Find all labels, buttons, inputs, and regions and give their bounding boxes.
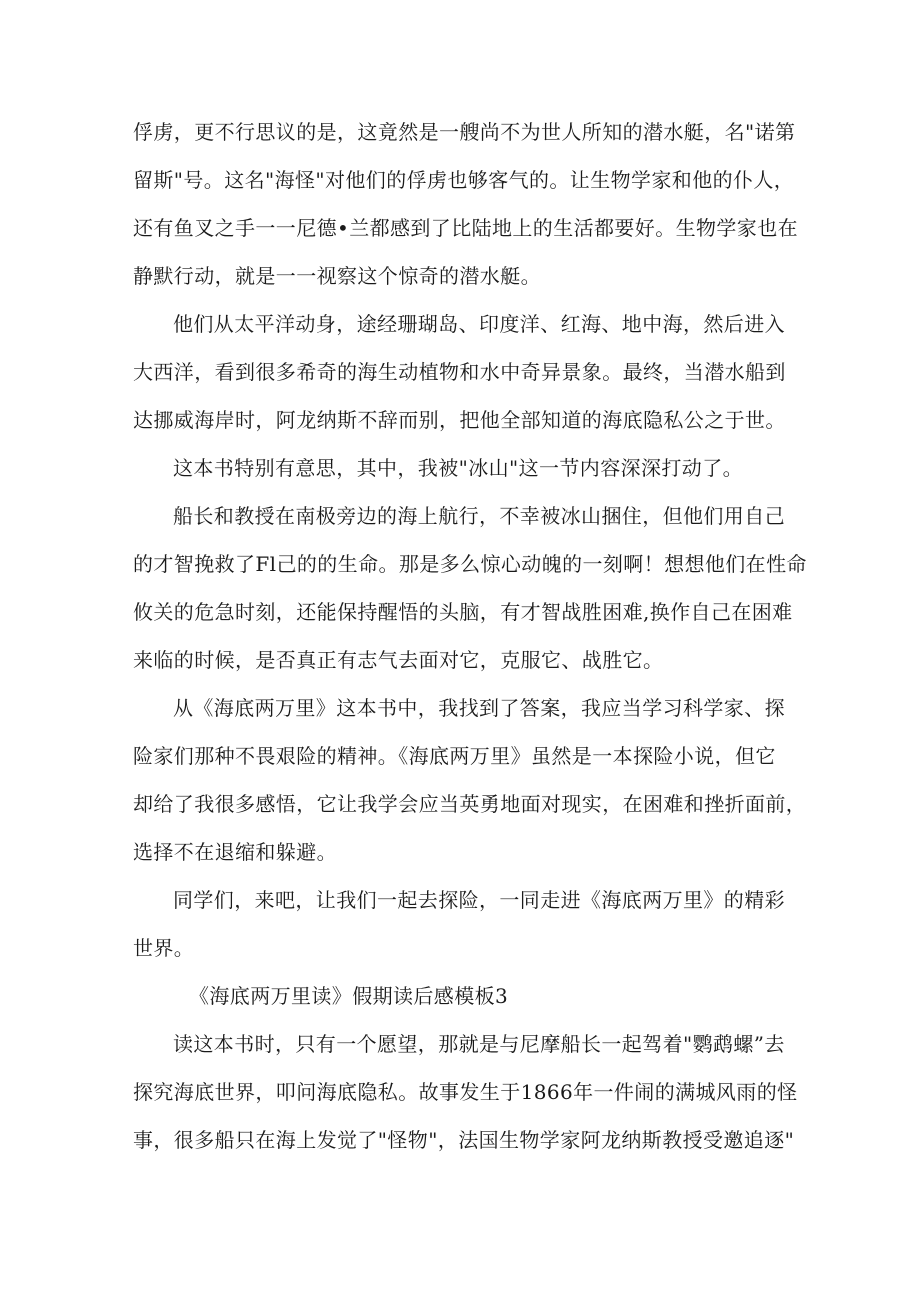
document-body xyxy=(133,108,807,1164)
text-line: 留斯"号。这名"海怪"对他们的俘虏也够客气的。让生物学家和他的仆人， xyxy=(133,168,795,192)
section-title: 《海底两万里读》假期读后感模板3 xyxy=(189,984,509,1008)
text-line: 俘虏，更不行思议的是，这竟然是一艘尚不为世人所知的潜水艇，名"诺第 xyxy=(133,120,796,144)
text-line: 从《海底两万里》这本书中，我找到了答案，我应当学习科学家、探 xyxy=(173,696,785,720)
text-line: 他们从太平洋动身，途经珊瑚岛、印度洋、红海、地中海，然后进入 xyxy=(173,312,785,336)
text-line: 还有鱼叉之手一一尼德•兰都感到了比陆地上的生活都要好。生物学家也在 xyxy=(133,216,798,240)
text-line: 攸关的危急时刻，还能保持醒悟的头脑，有才智战胜困难,换作自己在困难 xyxy=(133,600,793,624)
text-line: 世界。 xyxy=(133,936,195,960)
text-line: 事，很多船只在海上发觉了"怪物"，法国生物学家阿龙纳斯教授受邀追逐" xyxy=(133,1128,795,1152)
text-line: 险家们那种不畏艰险的精神。《海底两万里》虽然是一本探险小说，但它 xyxy=(133,744,776,768)
text-line: 同学们，来吧，让我们一起去探险，一同走进《海底两万里》的精彩 xyxy=(173,888,785,912)
text-line: 读这本书时，只有一个愿望，那就是与尼摩船长一起驾着"鹦鹉螺”去 xyxy=(173,1032,785,1056)
text-line: 来临的时候，是否真正有志气去面对它，克服它、战胜它。 xyxy=(133,648,664,672)
text-line: 达挪威海岸时，阿龙纳斯不辞而别，把他全部知道的海底隐私公之于世。 xyxy=(133,408,786,432)
text-line: 的才智挽救了Fl己的的生命。那是多么惊心动魄的一刻啊！想想他们在性命 xyxy=(133,552,807,576)
text-line: 却给了我很多感悟，它让我学会应当英勇地面对现实，在困难和挫折面前， xyxy=(133,792,807,816)
text-line: 选择不在退缩和躲避。 xyxy=(133,840,337,864)
text-line: 船长和教授在南极旁边的海上航行，不幸被冰山捆住，但他们用自己 xyxy=(173,504,785,528)
text-line: 大西洋，看到很多希奇的海生动植物和水中奇异景象。最终，当潜水船到 xyxy=(133,360,786,384)
text-line: 静默行动，就是一一视察这个惊奇的潜水艇。 xyxy=(133,264,541,288)
text-line: 探究海底世界，叩问海底隐私。故事发生于1866年一件闹的满城风雨的怪 xyxy=(133,1080,798,1104)
text-line: 这本书特别有意思，其中，我被"冰山"这一节内容深深打动了。 xyxy=(173,456,743,480)
